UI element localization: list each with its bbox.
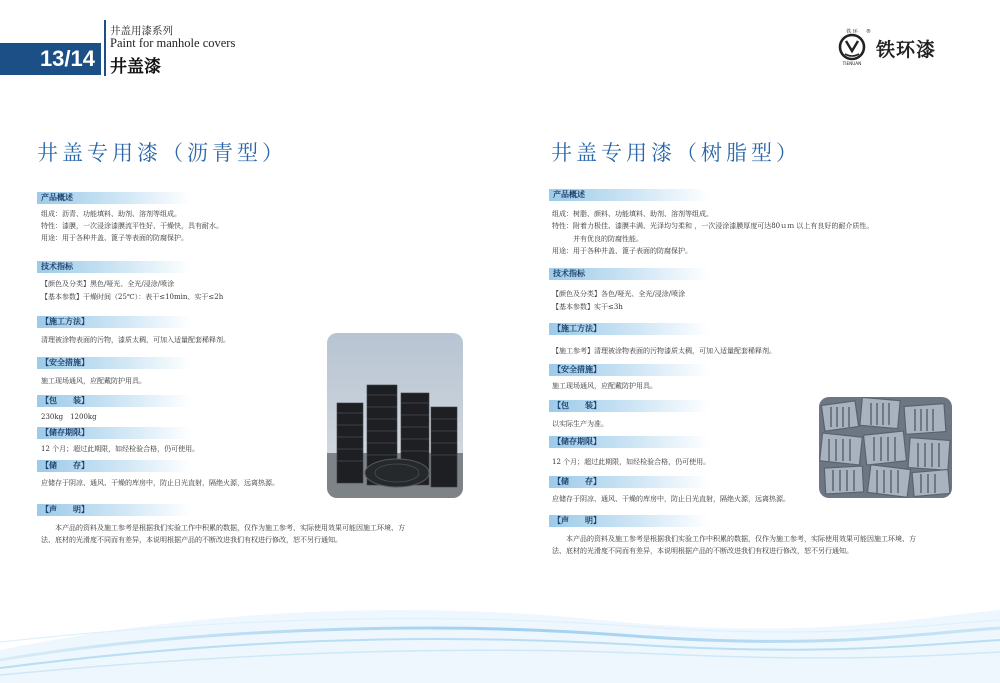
right-tech-line: 【颜色及分类】各色/哑光、全光/浸涂/喷涂 <box>552 290 686 298</box>
left-statement-text: 本产品的资料及施工参考是根据我们实验工作中积累的数据，仅作为施工参考，实际使用效果可能因施工环境、方法、底材的光滑度不同而有差异，本说明根据产品的不断改进我们有权进行修改，恕不另行通知。 <box>41 524 405 544</box>
header-divider <box>104 20 106 76</box>
series-title: 井盖漆 <box>110 57 161 77</box>
left-tech-line: 【基本参数】干燥时间（25℃）：表干≤10min、实干≤2h <box>41 293 224 301</box>
right-tech-heading: 技术指标 <box>549 268 709 280</box>
brand-name: 铁环漆 <box>876 39 937 61</box>
left-safety-heading: 【安全措施】 <box>37 357 191 369</box>
left-tech-line: 【颜色及分类】黑色/哑光、全光/浸涂/喷涂 <box>41 280 175 288</box>
left-method-line: 清理被涂物表面的污物，漆质太稠，可加入适量配套稀释剂。 <box>41 336 230 344</box>
decorative-waves <box>0 590 1000 683</box>
left-shelf-heading: 【储存期限】 <box>37 427 191 439</box>
left-overview-heading: 产品概述 <box>37 192 191 204</box>
left-package-line: 230kg 1200kg <box>41 413 97 421</box>
right-tech-line: 【基本参数】实干≤3h <box>552 303 623 311</box>
left-safety-line: 施工现场通风，应配戴防护用具。 <box>41 377 146 385</box>
right-shelf-line: 12 个月；超过此期限，如经检验合格，仍可使用。 <box>552 458 711 466</box>
left-product-title: 井盖专用漆（沥青型） <box>37 141 287 165</box>
left-overview-line: 组成：沥青、功能填料、助剂、溶剂等组成。 <box>41 210 181 218</box>
left-overview-line: 特性：漆膜，一次浸涂漆膜流平性好、干燥快，具有耐水。 <box>41 222 223 230</box>
left-storage-heading: 【储 存】 <box>37 460 191 472</box>
right-statement-text: 本产品的资料及施工参考是根据我们实验工作中积累的数据，仅作为施工参考，实际使用效果可能因施工环境、方法、底材的光滑度不同而有差异，本说明根据产品的不断改进我们有权进行修改，恕不另行通知。 <box>552 535 916 555</box>
svg-text:®: ® <box>866 29 871 35</box>
series-name-en: Paint for manhole covers <box>110 36 236 50</box>
asphalt-manhole-cover-photo <box>327 333 463 498</box>
left-tech-heading: 技术指标 <box>37 261 191 273</box>
right-storage-heading: 【储 存】 <box>549 476 709 488</box>
brand-logo <box>832 26 872 66</box>
right-method-heading: 【施工方法】 <box>549 323 709 335</box>
right-package-line: 以实际生产为准。 <box>552 420 608 428</box>
right-package-heading: 【包 装】 <box>549 400 709 412</box>
left-statement-heading: 【声 明】 <box>37 504 191 516</box>
left-overview-line: 用途：用于各种井盖、篦子等表面的防腐保护。 <box>41 234 188 242</box>
right-overview-heading: 产品概述 <box>549 189 709 201</box>
right-method-line: 【施工参考】清理被涂物表面的污物漆质太稠，可加入适量配套稀释剂。 <box>552 347 776 355</box>
resin-grate-cover-photo <box>819 397 952 498</box>
page-number: 13/14 <box>0 43 101 75</box>
svg-text:铁 环: 铁 环 <box>846 29 858 35</box>
left-method-heading: 【施工方法】 <box>37 316 191 328</box>
series-name-cn: 井盖用漆系列 <box>110 25 173 37</box>
right-product-title: 井盖专用漆（树脂型） <box>551 141 801 165</box>
svg-text:TIENUAN: TIENUAN <box>842 61 862 66</box>
left-shelf-line: 12 个月；超过此期限，如经检验合格，仍可使用。 <box>41 445 200 453</box>
left-storage-line: 应储存于阴凉、通风、干燥的库房中，防止日光直射，隔绝火源，远离热源。 <box>41 479 279 487</box>
right-overview-line: 并有优良的防腐性能。 <box>552 235 643 243</box>
right-safety-heading: 【安全措施】 <box>549 364 709 376</box>
right-overview-line: 用途：用于各种井盖、篦子表面的防腐保护。 <box>552 247 692 255</box>
right-storage-line: 应储存于阴凉、通风、干燥的库房中，防止日光直射，隔绝火源，远离热源。 <box>552 495 790 503</box>
right-shelf-heading: 【储存期限】 <box>549 436 709 448</box>
right-overview-line: 组成：树脂、颜料、功能填料、助剂、溶剂等组成。 <box>552 210 713 218</box>
left-package-heading: 【包 装】 <box>37 395 191 407</box>
right-overview-line: 特性：附着力极佳、漆膜丰满、光泽均匀柔和 ，一次浸涂漆膜厚度可达80ｕｍ 以上有良好的耐介质性。 <box>552 222 874 230</box>
right-safety-line: 施工现场通风，应配戴防护用具。 <box>552 382 657 390</box>
right-statement-heading: 【声 明】 <box>549 515 709 527</box>
